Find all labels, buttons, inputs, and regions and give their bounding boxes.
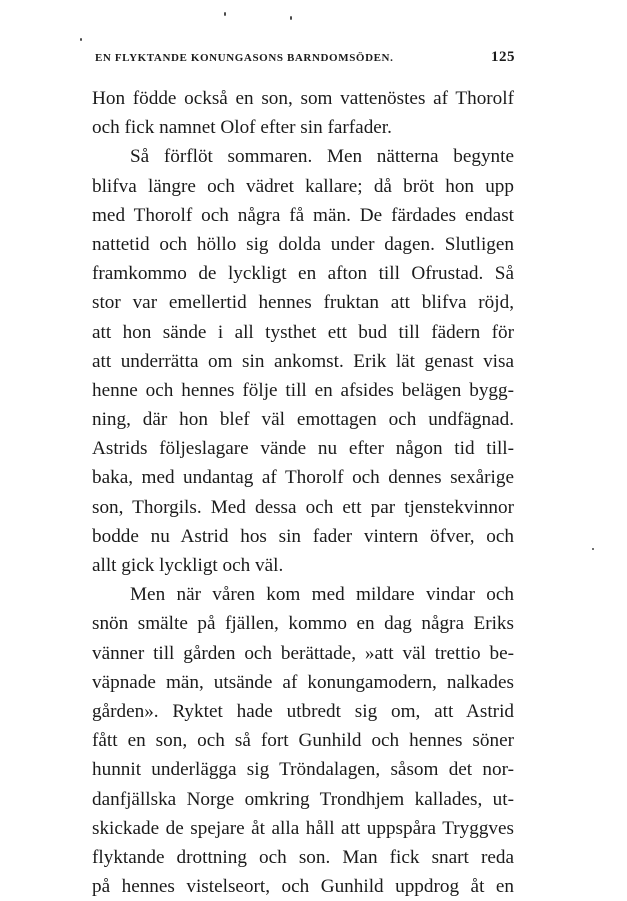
text-line: henne och hennes följe till en afsides belägen bygg- <box>92 379 514 401</box>
text-line: Hon födde också en son, som vattenöstes af Thorolf <box>92 88 514 109</box>
text-line: flyktande drottning och son. Man fick snart reda <box>92 846 514 868</box>
running-title: EN FLYKTANDE KONUNGASONS BARNDOMSÖDEN. <box>95 52 394 64</box>
text-line: stor var emellertid hennes fruktan att blifva röjd, <box>92 292 514 314</box>
text-line: bodde nu Astrid hos sin fader vintern öfver, och <box>92 525 514 547</box>
print-speck <box>224 12 226 16</box>
text-line: fått en son, och så fort Gunhild och hennes söner <box>92 730 514 752</box>
text-line: skickade de spejare åt alla håll att uppspåra Tryggves <box>92 817 514 839</box>
text-line: allt gick lyckligt och väl. <box>92 555 284 576</box>
text-line: gården». Ryktet hade utbredt sig om, att Astrid <box>92 700 514 722</box>
text-line: baka, med undantag af Thorolf och dennes sexårige <box>92 467 514 489</box>
print-speck <box>80 38 82 41</box>
text-line: väpnade män, utsände af konungamodern, nalkades <box>92 671 514 693</box>
text-line: med Thorolf och några få män. De färdades endast <box>92 204 514 226</box>
page-header <box>95 49 515 71</box>
text-line: Men när våren kom med mildare vindar och <box>130 584 514 606</box>
text-line: blifva längre och vädret kallare; då bröt hon upp <box>92 175 514 197</box>
text-line: vänner till gården och berättade, »att väl trettio be- <box>92 642 514 664</box>
body-text <box>92 84 514 901</box>
text-line: på hennes vistelseort, och Gunhild uppdrog åt en <box>92 876 514 898</box>
text-line: att hon sände i all tysthet ett bud till fädern för <box>92 321 514 343</box>
text-line: son, Thorgils. Med dessa och ett par tjenstekvinnor <box>92 496 514 518</box>
text-line: snön smälte på fjällen, kommo en dag några Eriks <box>92 613 514 635</box>
page-number: 125 <box>491 49 515 65</box>
text-line: nattetid och höllo sig dolda under dagen. Slutligen <box>92 233 514 255</box>
text-line: danfjällska Norge omkring Trondhjem kallades, ut- <box>92 788 514 810</box>
text-line: framkommo de lyckligt en afton till Ofrustad. Så <box>92 263 514 285</box>
text-line: och fick namnet Olof efter sin farfader. <box>92 117 392 139</box>
text-line: Astrids följeslagare vände nu efter någon tid till- <box>92 438 514 460</box>
text-line: att underrätta om sin ankomst. Erik lät genast visa <box>92 350 514 372</box>
text-line: ning, där hon blef väl emottagen och undfägnad. <box>92 409 514 431</box>
text-line: hunnit underlägga sig Tröndalagen, såsom det nor- <box>92 759 514 781</box>
print-speck <box>592 548 594 550</box>
print-speck <box>290 16 292 20</box>
text-line: Så förflöt sommaren. Men nätterna begynte <box>130 146 514 168</box>
